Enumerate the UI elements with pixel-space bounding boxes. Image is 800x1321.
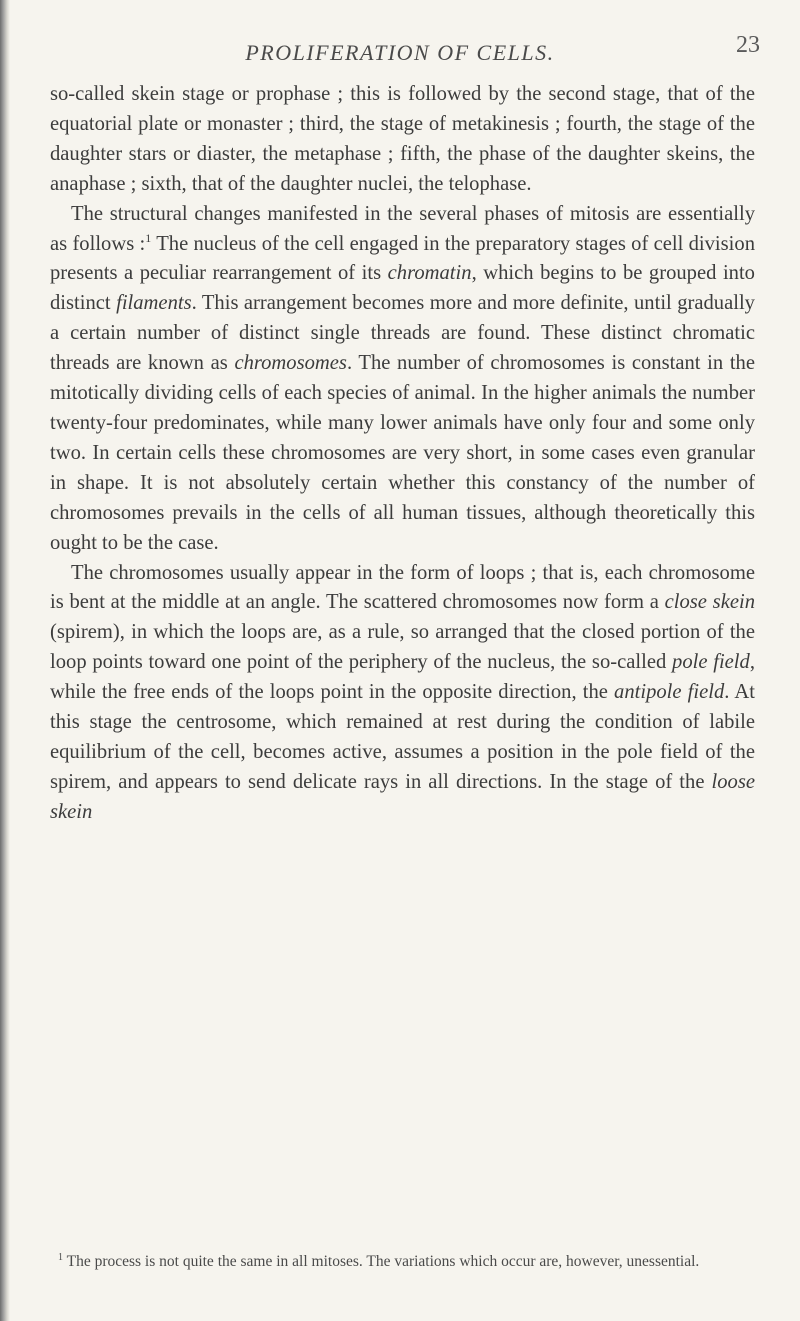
text-run: The nucleus of the cell engaged in the preparatory stages of cell division presents a peculiar rearrangement of its [50, 232, 755, 285]
term-chromosomes: chromosomes [234, 352, 347, 375]
text-run: . This arrangement becomes more and more definite, until gradually a certain number of distinct single threads are found. These distinct chromatic threads are known as [50, 292, 755, 375]
footnote-reference[interactable]: 1 [145, 230, 152, 245]
term-pole-field: pole field [672, 651, 750, 674]
running-title: PROLIFERATION OF CELLS. [245, 40, 555, 65]
term-antipole-field: antipole field [614, 681, 725, 704]
page-binding-edge [0, 0, 10, 1321]
paragraph-2 [50, 200, 755, 559]
paragraph-3 [50, 559, 755, 828]
text-run: , while the free ends of the loops point in the opposite direction, the [50, 651, 755, 704]
text-run: , which begins to be grouped into distinct [50, 262, 755, 315]
footnote-text: The process is not quite the same in all mitoses. The variations which occur are, however, unessential. [63, 1253, 700, 1270]
text-run: The structural changes manifested in the several phases of mitosis are essentially as follows : [50, 202, 755, 255]
main-text [50, 80, 755, 828]
text-run: (spirem), in which the loops are, as a rule, so arranged that the closed portion of the loop points toward one point of the periphery of the nucleus, the so-called [50, 621, 755, 674]
term-chromatin: chromatin [387, 262, 472, 285]
term-filaments: filaments [116, 292, 192, 315]
footnote-marker: 1 [58, 1251, 63, 1263]
footnote [50, 1252, 755, 1271]
text-run: The chromosomes usually appear in the form of loops ; that is, each chromosome is bent at the middle at an angle. The scattered chromosomes now form a [50, 561, 755, 614]
text-run: . At this stage the centrosome, which remained at rest during the condition of labile equilibrium of the cell, becomes active, assumes a position in the pole field of the spirem, and appears to send delicate rays in all directions. In the stage of the [50, 681, 755, 793]
text-run: . The number of chromosomes is constant in the mitotically dividing cells of each species of animal. In the higher animals the number twenty-four predominates, while many lower animals have only four and some only two. In certain cells these chromosomes are very short, in some cases even granular in shape. It is not absolutely certain whether this constancy of the number of chromosomes prevails in the cells of all human tissues, although theoretically this ought to be the case. [50, 352, 755, 554]
term-loose-skein: loose skein [50, 770, 755, 823]
term-close-skein: close skein [664, 591, 755, 614]
paragraph-1: so-called skein stage or prophase ; this is followed by the second stage, that of the equatorial plate or monaster ; third, the stage of metakinesis ; fourth, the stage of the daughter stars or diaster, the metaphase ; fifth, the phase of the daughter skeins, the anaphase ; sixth, that of the daughter nuclei, the telophase. [50, 83, 755, 195]
page-number: 23 [736, 32, 760, 58]
